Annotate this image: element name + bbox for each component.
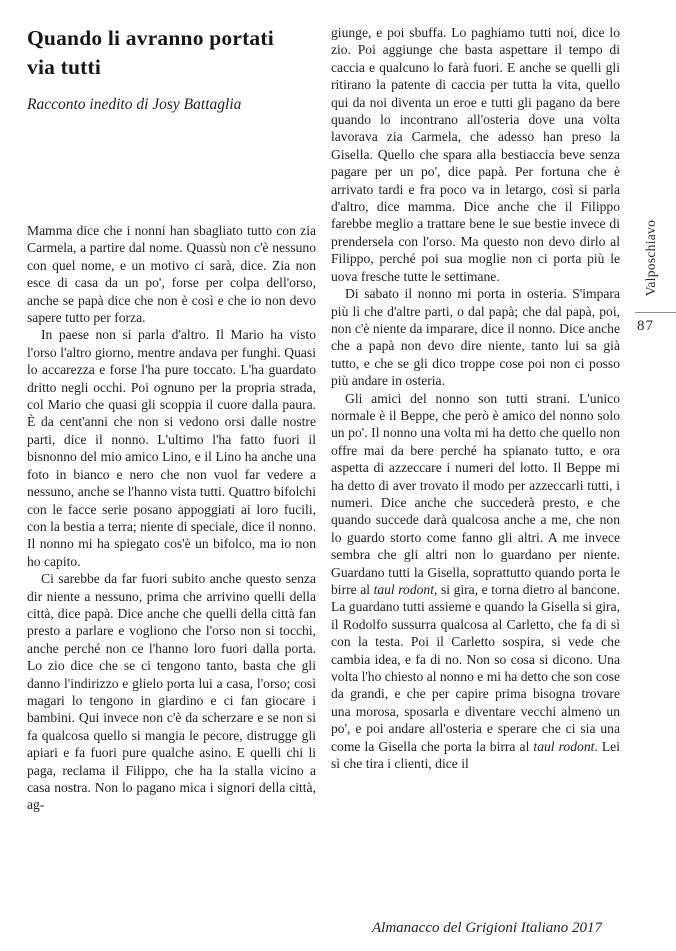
article-subtitle: Racconto inedito di Josy Battaglia xyxy=(27,96,242,113)
sidebar-rule xyxy=(635,312,676,313)
paragraph xyxy=(331,285,620,389)
text-segment: giunge, e poi sbuffa. Lo paghiamo tutti noi, dice lo zio. Poi aggiunge che basta aspettare il tempo di caccia e qualcuno lo farà fuori. E anche se quelli gli ritirano la patente di caccia per tutta la vita, quello qui da noi diventa un eroe e tutti gli pagano da bere quando lo incontrano all'osteria dove una volta lavorava zia Carmela, che adesso han preso la Gisella. Quello che spara alla bestiaccia beve senza pagare per un po', dice papà. Per fortuna che è arrivato tardi e fra poco va in letargo, così si parla d'altro, dice mamma. Dice anche che il Filippo farebbe meglio a trattare bene le sue bestie invece di prendersela con l'orso. Ma questo non devo dirlo al Filippo, perché poi sua moglie non ci porta più le uova fresche tutte le settimane. xyxy=(331,25,620,284)
paragraph xyxy=(27,326,316,570)
paragraph xyxy=(27,570,316,814)
text-segment: Gli amici del nonno son tutti strani. L'unico normale è il Beppe, che però è amico del nonno solo un po'. Il nonno una volta mi ha detto che quello non offre mai da bere perché ha spianato tutto, e ora aspetta di azzeccare i numeri del lotto. Il Beppe mi ha detto di aver trovato il modo per azzeccarli tutti, i numeri. Dice anche che succederà presto, e che quando succede darà qualcosa anche a me, che non lo guardo storto come fanno gli altri. A me invece sembra che gli altri non lo guardano per niente. Guardano tutti la Gisella, soprattutto quando porta le birre al xyxy=(331,390,620,597)
italic-phrase: taul rodont xyxy=(533,738,595,754)
page-number: 87 xyxy=(637,318,654,334)
text-segment: . Lei sì che tira i clienti, dice il xyxy=(331,738,620,772)
italic-phrase: taul rodont xyxy=(373,582,435,597)
page-title-line-2: via tutti xyxy=(27,55,102,79)
page-title-line-1: Quando li avranno portati xyxy=(27,26,274,50)
paragraph xyxy=(27,222,316,326)
text-column-left xyxy=(27,222,316,902)
paragraph xyxy=(331,390,620,773)
running-head: Valposchiavo xyxy=(643,219,658,297)
paragraph xyxy=(331,24,620,285)
text-segment: Mamma dice che i nonni han sbagliato tutto con zia Carmela, a partire dal nome. Quassù non c'è nessuno con quel nome, e un motivo ci sarà, dice. Zia non esce di casa da un po', forse per colpa dell'orso, anche se papà dice che non è così e che io non devo sapere tutto per forza. xyxy=(27,223,316,326)
page-title xyxy=(27,24,329,82)
text-column-right xyxy=(331,24,620,902)
text-segment: Ci sarebbe da far fuori subito anche questo senza dir niente a nessuno, prima che arrivino quelli della città, dice papà. Dice anche che quelli della città fan presto a parlare e vogliono che l'orso non si tocchi, anche perché non ce l'hanno loro fuori dalla porta. Lo zio dice che se ci tengono tanto, basta che gli danno l'indirizzo e glielo porta lui a casa, l'orso; così magari lo tengono in giardino e ci fan giocare i bambini. Qui invece non c'è da scherzare e se non si fa qualcosa quello si mangia le pecore, distrugge gli apiari e fa fuori pure qualche asino. E quelli chi li paga, reclama il Filippo, che ha la stalla vicino a casa nostra. Non lo pagano mica i signori della città, ag- xyxy=(27,571,316,813)
text-segment: Di sabato il nonno mi porta in osteria. S'impara più lì che d'altre parti, o dal papà; che dal papà, poi, non c'è niente da imparare, dice il nonno. Dice anche che a papà non devo dire niente, tanto lui sa già tutto, e che se gli dico troppe cose poi non ci posso più andare in osteria. xyxy=(331,286,620,389)
footer-citation: Almanacco del Grigioni Italiano 2017 xyxy=(372,920,602,936)
text-segment: , si gira, e torna dietro al bancone. La guardano tutti assieme e quando la Gisella si gira, il Rodolfo sussurra qualcosa al Carletto, che fa di sì con la testa. Poi il Carletto sospira, si vede che cambia idea, e fa di no. Non so cosa si dicono. Una volta l'ho chiesto al nonno e mi ha detto che son cose da grandi, e che per capire prima bisogna trovare una morosa, sposarla e diventare vecchi almeno un po', e poi andare all'osteria e sperare che ci sia una come la Gisella che porta la birra al xyxy=(331,582,620,754)
text-segment: In paese non si parla d'altro. Il Mario ha visto l'orso l'altro giorno, mentre andava per funghi. Quasi lo accarezza e forse l'ha pure toccato. L'ha guardato dritto negli occhi. Poi ognuno per la propria strada, col Mario che quasi gli scoppia il cuore dalla paura. È da cent'anni che non si vedono orsi dalle nostre parti, dice il nonno. L'ultimo l'ha fatto fuori il bisnonno del mio amico Lino, e il Lino ha anche una foto in bianco e nero che non vuol far vedere a nessuno, anche se l'hanno vista tutti. Quattro bifolchi con le facce serie posano appoggiati ai loro fucili, con la bestia a terra; niente di speciale, dice il nonno. Il nonno mi ha spiegato cos'è un bifolco, ma io non ho capito. xyxy=(27,327,316,569)
